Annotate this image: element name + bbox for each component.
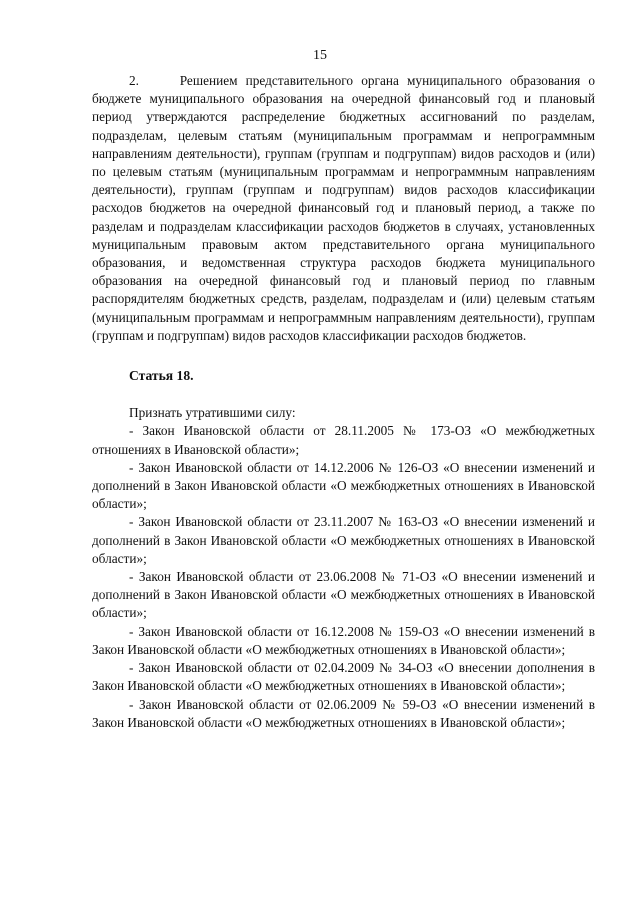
list-item: - Закон Ивановской области от 02.06.2009 № 59-ОЗ «О внесении изменений в Закон Ивановской области «О межбюджетных отношениях в Ивановской области»; [92, 696, 595, 730]
article-title: Статья 18. [129, 368, 194, 384]
list-item: - Закон Ивановской области от 02.04.2009 № 34-ОЗ «О внесении дополнения в Закон Ивановской области «О межбюджетных отношениях в Ивановской области»; [92, 660, 595, 694]
page-number: 15 [313, 48, 327, 63]
list-item: - Закон Ивановской области от 23.11.2007 № 163-ОЗ «О внесении изменений и дополнений в Закон Ивановской области «О межбюджетных отношениях в Ивановской области»; [92, 514, 595, 566]
repealed-laws-list [92, 422, 595, 731]
article-intro: Признать утратившими силу: [129, 405, 296, 421]
list-item: - Закон Ивановской области от 14.12.2006 № 126-ОЗ «О внесении изменений и дополнений в Закон Ивановской области «О межбюджетных отношениях в Ивановской области»; [92, 459, 595, 512]
list-item: - Закон Ивановской области от 23.06.2008 № 71-ОЗ «О внесении изменений и дополнений в Закон Ивановской области «О межбюджетных отношениях в Ивановской области»; [92, 569, 595, 621]
paragraph-2: 2. Решением представительного органа муниципального образования о бюджете муниципального образования на очередной финансовый год и плановый период утверждаются распределение бюджетных ассигнований по разделам, подразделам, целевым статьям (муниципальным программам и непрограммным направлениям деятельности), группам (группам и подгруппам) видов расходов и (или) по целевым статьям (муниципальным программам и непрограммным направлениям деятельности), группам (группам и подгруппам) видов расходов классификации расходов бюджетов на очередной финансовый год и плановый период, а также по разделам и подразделам классификации расходов бюджетов в случаях, установленных муниципальным правовым актом представительного органа муниципального образования, и ведомственная структура расходов бюджета муниципального образования на очередной финансовый год и плановый период по главным распорядителям бюджетных средств, разделам, подразделам и (или) целевым статьям (муниципальным программам и непрограммным направлениям деятельности), группам (группам и подгруппам) видов расходов классификации расходов бюджетов. [92, 73, 595, 343]
list-item: - Закон Ивановской области от 16.12.2008 № 159-ОЗ «О внесении изменений в Закон Ивановской области «О межбюджетных отношениях в Ивановской области»; [92, 623, 595, 657]
page-content [92, 72, 595, 732]
list-item: - Закон Ивановской области от 28.11.2005 № 173-ОЗ «О межбюджетных отношениях в Ивановской области»; [92, 423, 595, 457]
